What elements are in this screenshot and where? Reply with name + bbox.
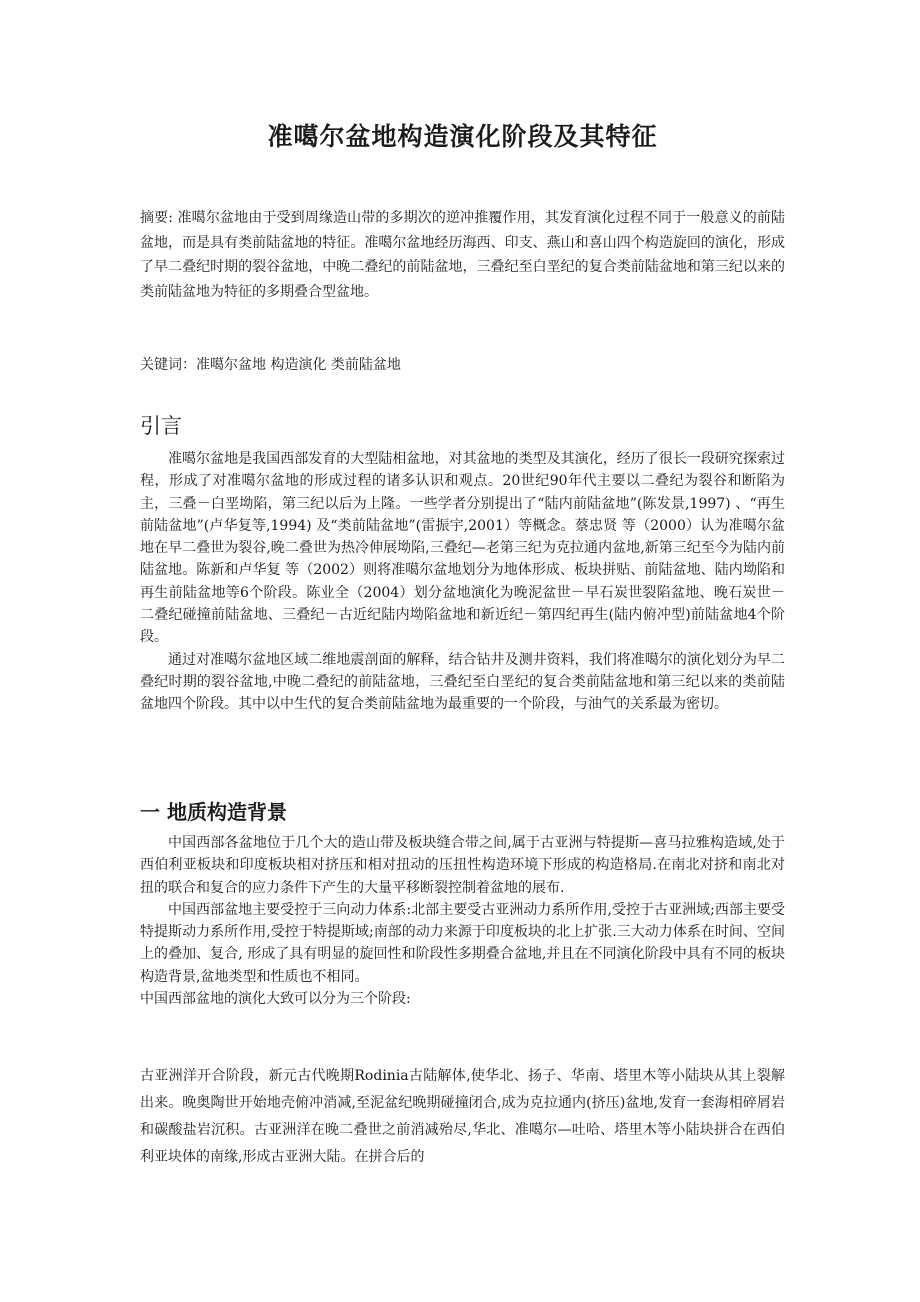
geology-section: [140, 832, 785, 1010]
intro-heading: 引言: [140, 414, 182, 438]
intro-paragraph-1: 准噶尔盆地是我国西部发育的大型陆相盆地，对其盆地的类型及其演化，经历了很长一段研究探索过程，形成了对准噶尔盆地的形成过程的诸多认识和观点。20世纪90年代主要以二叠纪为裂谷和断陷为主，三叠－白垩坳陷，第三纪以后为上隆。一些学者分别提出了“陆内前陆盆地”(陈发景,1997) 、“再生前陆盆地”(卢华复等,1994) 及“类前陆盆地”(雷振宇,2001）等概念。蔡忠贤 等（2000）认为准噶尔盆地在早二叠世为裂谷,晚二叠世为热冷伸展坳陷,三叠纪—老第三纪为克拉通内盆地,新第三纪至今为陆内前陆盆地。陈新和卢华复 等（2002）则将准噶尔盆地划分为地体形成、板块拼贴、前陆盆地、陆内坳陷和再生前陆盆地等6个阶段。陈业全（2004）划分盆地演化为晚泥盆世－早石炭世裂陷盆地、晚石炭世－二叠纪碰撞前陆盆地、三叠纪－古近纪陆内坳陷盆地和新近纪－第四纪再生(陆内俯冲型)前陆盆地4个阶段。: [140, 451, 785, 646]
geology-heading: 一 地质构造背景: [140, 800, 287, 824]
geology-paragraph-1: 中国西部各盆地位于几个大的造山带及板块缝合带之间,属于古亚洲与特提斯—喜马拉雅构造域,处于西伯利亚板块和印度板块相对挤压和相对扭动的压扭性构造环境下形成的构造格局.在南北对挤和南北对扭的联合和复合的应力条件下产生的大量平移断裂控制着盆地的展布.: [140, 835, 785, 896]
geology-paragraph-2: 中国西部盆地主要受控于三向动力体系:北部主要受古亚洲动力系所作用,受控于古亚洲域;西部主要受特提斯动力系所作用,受控于特提斯域;南部的动力来源于印度板块的北上扩张.三大动力体系在时间、空间上的叠加、复合, 形成了具有明显的旋回性和阶段性多期叠合盆地,并且在不同演化阶段中具有不同的板块构造背景,盆地类型和性质也不相同。: [140, 901, 785, 985]
geology-paragraph-3: 中国西部盆地的演化大致可以分为三个阶段:: [140, 991, 411, 1008]
abstract: 摘要: 准噶尔盆地由于受到周缘造山带的多期次的逆冲推覆作用，其发育演化过程不同于一般意义的前陆盆地，而是具有类前陆盆地的特征。准噶尔盆地经历海西、印支、燕山和喜山四个构造旋回的演化，形成了早二叠纪时期的裂谷盆地，中晚二叠纪的前陆盆地，三叠纪至白垩纪的复合类前陆盆地和第三纪以来的类前陆盆地为特征的多期叠合型盆地。: [140, 210, 785, 300]
intro-section: [140, 448, 785, 716]
intro-paragraph-2: 通过对准噶尔盆地区域二维地震剖面的解释，结合钻井及测井资料，我们将准噶尔的演化划分为早二叠纪时期的裂谷盆地,中晚二叠纪的前陆盆地，三叠纪至白垩纪的复合类前陆盆地和第三纪以来的类前陆盆地四个阶段。其中以中生代的复合类前陆盆地为最重要的一个阶段，与油气的关系最为密切。: [140, 651, 785, 713]
geology-stage-paragraph: 古亚洲洋开合阶段，新元古代晚期Rodinia古陆解体,使华北、扬子、华南、塔里木等小陆块从其上裂解出来。晚奥陶世开始地壳俯冲消减,至泥盆纪晚期碰撞闭合,成为克拉通内(挤压)盆地,发育一套海相碎屑岩和碳酸盐岩沉积。古亚洲洋在晚二叠世之前消减殆尽,华北、准噶尔—吐哈、塔里木等小陆块拼合在西伯利亚块体的南缘,形成古亚洲大陆。在拼合后的: [140, 1068, 785, 1165]
keywords: 关键词：准噶尔盆地 构造演化 类前陆盆地: [140, 357, 401, 373]
paper-title: 准噶尔盆地构造演化阶段及其特征: [267, 122, 658, 151]
